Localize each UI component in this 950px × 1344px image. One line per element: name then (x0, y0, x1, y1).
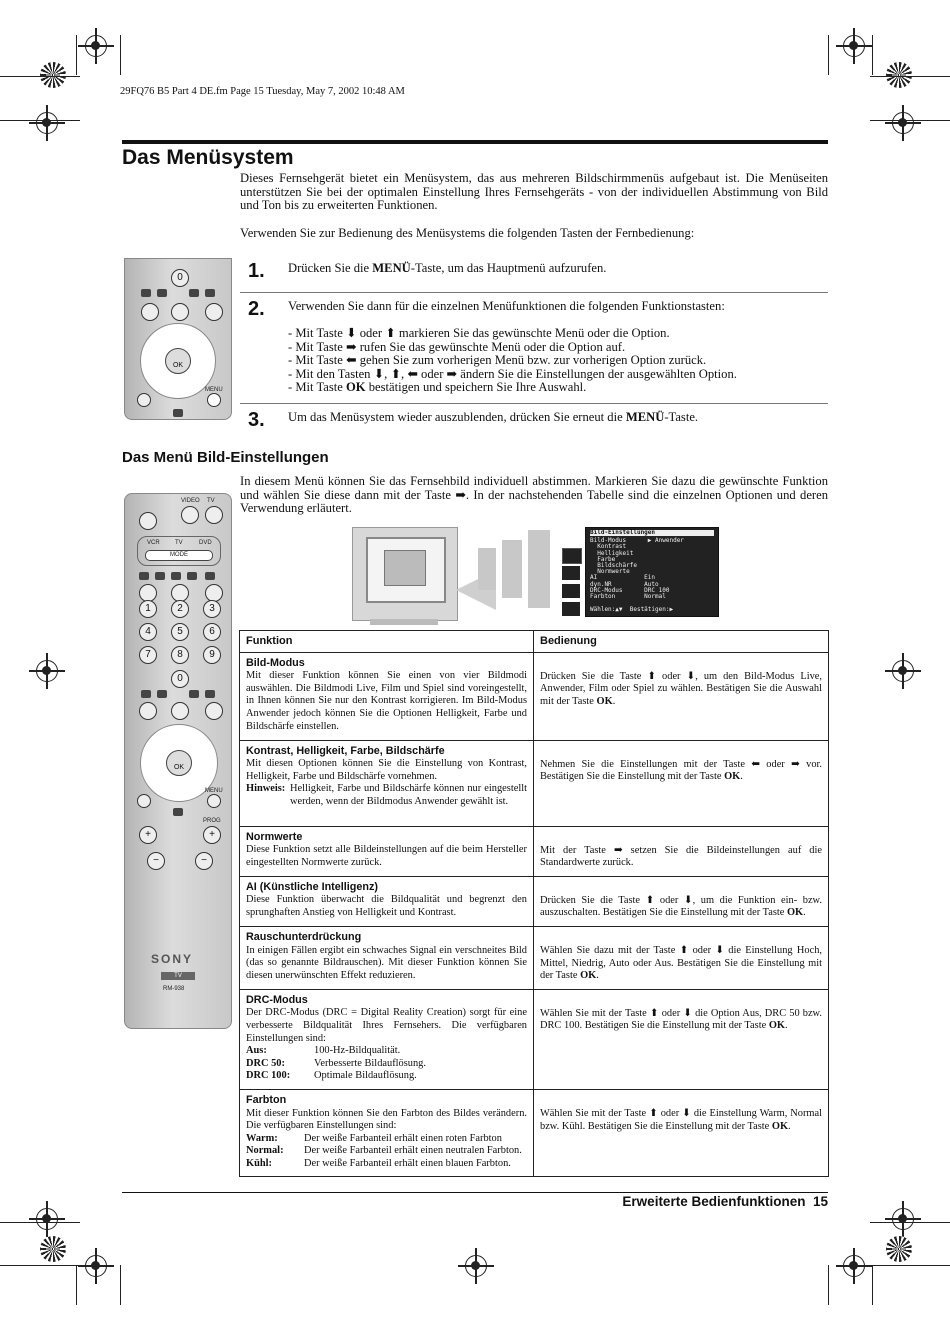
page-number: 15 (812, 1194, 828, 1209)
bild-intro-paragraph: In diesem Menü können Sie das Fernsehbild individuell abstimmen. Markieren Sie dazu die gewünschte Funktion und wählen Sie diese dann mit der Taste ➡. In der nachstehenden Tabelle sind die einzelnen Optionen und deren Verwendung erläutert. (240, 474, 828, 516)
table-row: Bild-Modus Mit dieser Funktion können Sie einen von vier Bildmodi auswählen. Die Bildmodi Live, Film und Spiel sind voreingestellt, in Ihnen können Sie nur den Kontrast korrigieren. Im Bild-Modus Anwender jedoch können Sie die Optionen Helligkeit, Farbe und Bildschärfe einstellen. Drücken Sie die Taste ⬆ oder ⬇, um den Bild-Modus Live, Anwender, Film oder Spiel zu wählen. Bestätigen Sie die Auswahl mit der Taste OK. (240, 652, 829, 740)
column-header-bedienung: Bedienung (534, 631, 829, 653)
footer-section-title: Erweiterte Bedienfunktionen (622, 1194, 806, 1209)
table-row: Normwerte Diese Funktion setzt alle Bildeinstellungen auf die beim Hersteller eingestellten Normwerte zurück. Mit der Taste ➡ setzen Sie die Bildeinstellungen auf die Standardwerte zurück. (240, 826, 829, 876)
step-2-number: 2. (248, 298, 265, 320)
column-header-funktion: Funktion (240, 631, 534, 653)
sony-logo: SONY (151, 952, 194, 966)
function-table (239, 630, 829, 1177)
info-icon (562, 548, 582, 564)
menu-button (207, 393, 221, 407)
table-row: AI (Künstliche Intelligenz) Diese Funktion überwacht die Bildqualität und begrenzt den sprunghaften Anstieg von Helligkeit und Kontrast. Drücken Sie die Taste ⬆ oder ⬇, um die Funktion ein- bzw. auszuschalten. Bestätigen Sie die Einstellung mit der Taste OK. (240, 876, 829, 926)
intro-paragraph: Dieses Fernsehgerät bietet ein Menüsystem, das aus mehreren Bildschirmmenüs aufgebaut ist. Die Menüseiten unterstützen Sie bei der optimalen Einstellung Ihres Fernsehgeräts - von der individuellen Abstimmung von Bild und Ton bis zu erweiterten Funktionen. (240, 171, 828, 213)
intro-paragraph-2: Verwenden Sie zur Bedienung des Menüsystems die folgenden Tasten der Fernbedienung: (240, 226, 695, 240)
table-row: Kontrast, Helligkeit, Farbe, Bildschärfe Mit diesen Optionen können Sie die Einstellung von Kontrast, Helligkeit, Farbe und Bildschärfe vornehmen. Hinweis: Helligkeit, Farbe und Bildschärfe können nur eingestellt werden, wenn der Bildmodus Anwender gewählt ist. Nehmen Sie die Einstellungen mit der Taste ⬅ oder ➡ vor. Bestätigen Sie die Einstellung mit der Taste OK. (240, 740, 829, 826)
step-1-number: 1. (248, 260, 265, 282)
remote-control-image-1: 0 OK MENU (124, 258, 232, 420)
step-2-text: Verwenden Sie dann für die einzelnen Menüfunktionen die folgenden Funktionstasten: (288, 299, 725, 313)
digit-0-button: 0 (171, 269, 189, 287)
osd-menu-screen: Bild-Einstellungen Bild-Modus ▶ Anwender Kontrast Helligkeit Farbe Bildschärfe Normwerte AI Ein dyn.NR Auto DRC-Modus DRC 100 Farbton Normal Wählen:▲▼ Bestätigen:▶ (585, 527, 719, 617)
step-divider (240, 403, 828, 404)
table-row: Rauschunterdrückung In einigen Fällen ergibt ein schwaches Signal ein verschneites Bild (das so genannte Bildrauschen). Mit dieser Funktion können Sie diesen unerwünschten Effekt reduzieren. Wählen Sie dazu mit der Taste ⬆ oder ⬇ die Einstellung Hoch, Mittel, Niedrig, Auto oder Aus. Bestätigen Sie die Einstellung mit der Taste OK. (240, 926, 829, 989)
table-row: DRC-Modus Der DRC-Modus (DRC = Digital Reality Creation) sorgt für eine verbesserte Bildqualität Ihres Fernsehers. Die verfügbaren Einstellungen sind: Aus: 100-Hz-Bildqualität. DRC 50: Verbesserte Bildauflösung. DRC 100: Optimale Bildauflösung. Wählen Sie mit der Taste ⬆ oder ⬇ die Option Aus, DRC 50 bzw. DRC 100. Bestätigen Sie die Einstellung mit der Taste OK. (240, 989, 829, 1089)
step-3-number: 3. (248, 409, 265, 431)
footer-rule (122, 1192, 828, 1193)
ok-button: OK (165, 348, 191, 374)
step-divider (240, 292, 828, 293)
step-3-text: Um das Menüsystem wieder auszublenden, drücken Sie erneut die MENÜ-Taste. (288, 410, 699, 424)
page-title: Das Menüsystem (122, 146, 294, 169)
table-header-row (240, 631, 829, 653)
table-row: Farbton Mit dieser Funktion können Sie den Farbton des Bildes verändern. Die verfügbaren Einstellungen sind: Warm: Der weiße Farbanteil erhält einen roten Farbton Normal: Der weiße Farbanteil erhält einen neutralen Farbton. Kühl: Der weiße Farbanteil erhält einen blauen Farbton. Wählen Sie mit der Taste ⬆ oder ⬇ die Einstellung Warm, Normal bzw. Kühl. Bestätigen Sie die Einstellung mit der Taste OK. (240, 1089, 829, 1177)
top-rule (122, 140, 828, 144)
step-2-bullets: - Mit Taste ⬇ oder ⬆ markieren Sie das gewünschte Menü oder die Option. - Mit Taste ➡ rufen Sie das gewünschte Menü oder die Option auf. - Mit Taste ⬅ gehen Sie zum vorherigen Menü bzw. zur vorherigen Option zurück. - Mit den Tasten ⬇, ⬆, ⬅ oder ➡ ändern Sie die Einstellungen der ausgewählten Option. - Mit Taste OK bestätigen und speichern Sie Ihre Auswahl. (288, 326, 737, 395)
print-header: 29FQ76 B5 Part 4 DE.fm Page 15 Tuesday, May 7, 2002 10:48 AM (120, 86, 405, 97)
page-footer (622, 1194, 828, 1209)
remote-control-image-2: VIDEO TV VCR TV DVD MODE 1 2 3 4 5 6 7 8 9 0 OK MENU PROG + + − − SONY TV RM-938 (124, 493, 232, 1029)
step-1-text: Drücken Sie die MENÜ-Taste, um das Hauptmenü aufzurufen. (288, 261, 607, 275)
section-heading-bild: Das Menü Bild-Einstellungen (122, 449, 329, 466)
